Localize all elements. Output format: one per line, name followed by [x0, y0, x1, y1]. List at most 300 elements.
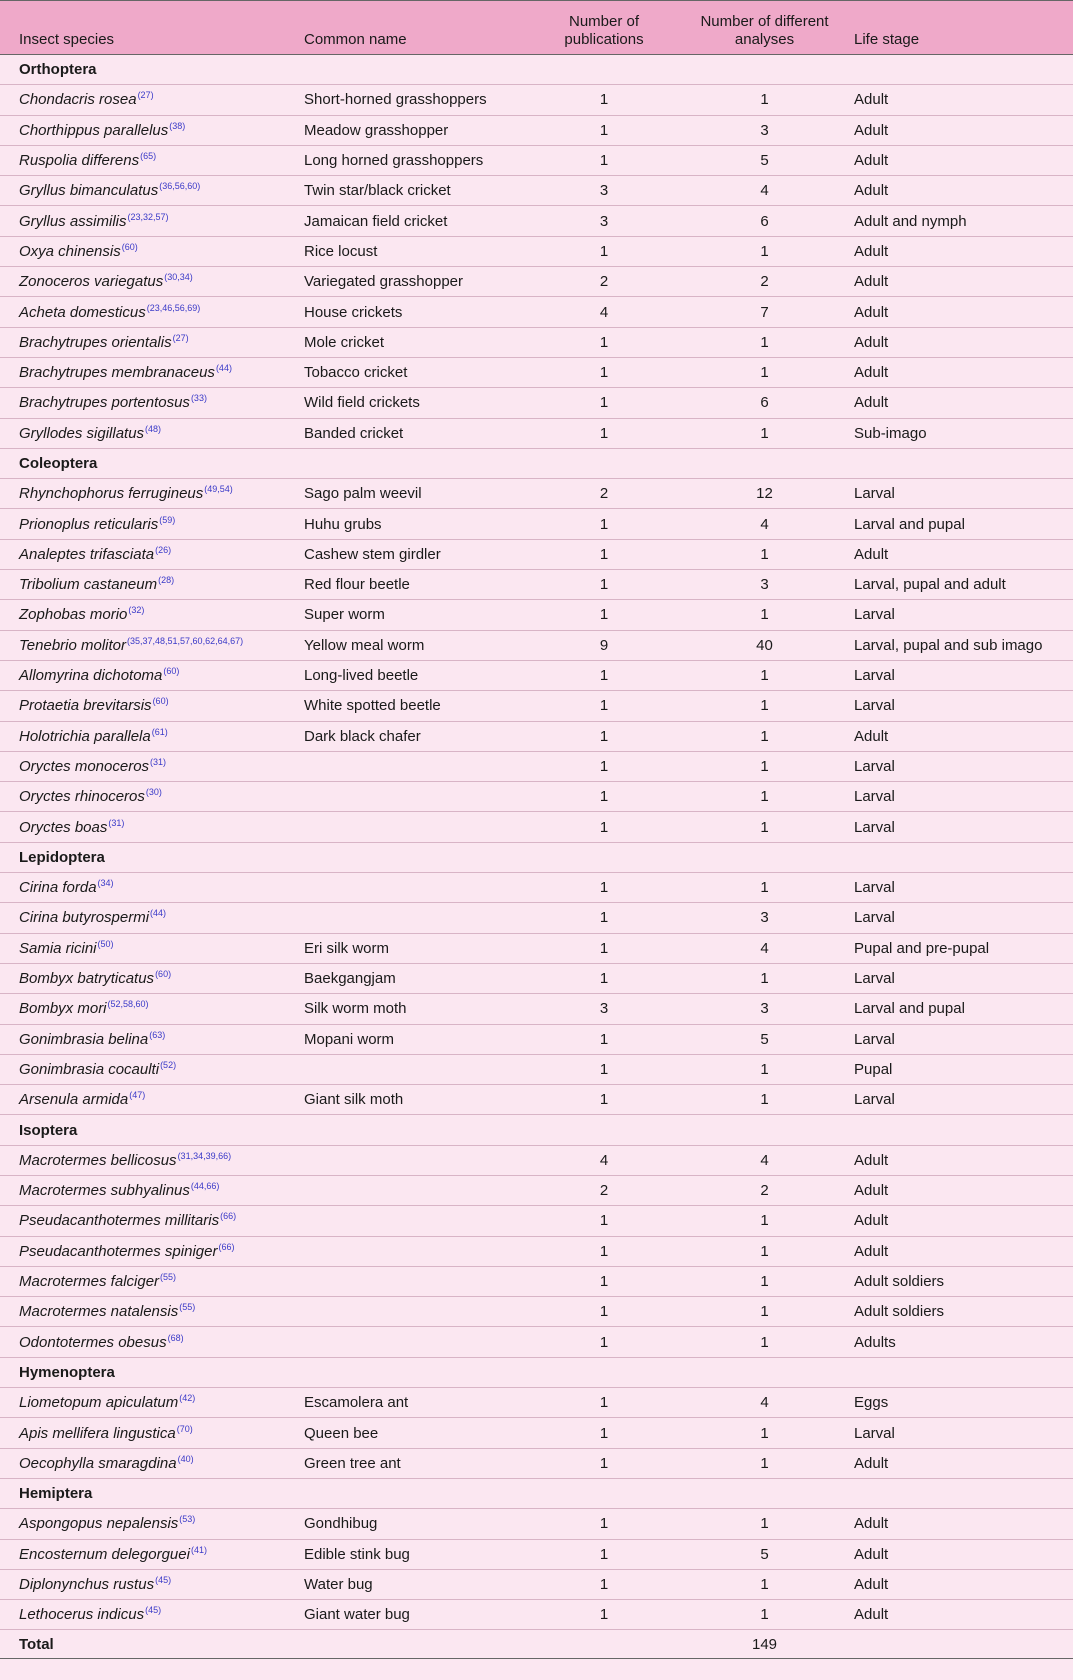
- publications-cell: 1: [531, 1539, 677, 1569]
- reference-link[interactable]: (66): [220, 1211, 237, 1222]
- table-row: [0, 1175, 1073, 1205]
- reference-link[interactable]: (61): [151, 726, 168, 737]
- common-name-cell: Huhu grubs: [286, 509, 531, 539]
- table-row: [0, 418, 1073, 448]
- life-stage-cell: Adults: [852, 1327, 1073, 1357]
- species-name: Allomyrina dichotoma: [19, 667, 163, 685]
- life-stage-cell: Adult and nymph: [852, 206, 1073, 236]
- common-name-cell: [286, 782, 531, 812]
- table-row: [0, 1327, 1073, 1357]
- analyses-cell: 1: [677, 1297, 852, 1327]
- analyses-cell: 1: [677, 600, 852, 630]
- common-name-cell: [286, 1175, 531, 1205]
- reference-link[interactable]: (44,66): [190, 1181, 220, 1192]
- table-row: [0, 933, 1073, 963]
- analyses-cell: 6: [677, 388, 852, 418]
- species-cell: [0, 903, 286, 933]
- publications-cell: 1: [531, 660, 677, 690]
- table-row: [0, 630, 1073, 660]
- table-row: [0, 873, 1073, 903]
- species-cell: [0, 570, 286, 600]
- common-name-cell: Green tree ant: [286, 1448, 531, 1478]
- analyses-cell: 4: [677, 933, 852, 963]
- species-cell: [0, 236, 286, 266]
- analyses-cell: 6: [677, 206, 852, 236]
- species-cell: [0, 1145, 286, 1175]
- reference-link[interactable]: (23,32,57): [127, 211, 169, 222]
- analyses-cell: 5: [677, 145, 852, 175]
- table-row: [0, 145, 1073, 175]
- analyses-cell: 1: [677, 539, 852, 569]
- table-row: [0, 1388, 1073, 1418]
- species-name: Chorthippus parallelus: [19, 121, 169, 139]
- life-stage-cell: Adult: [852, 1175, 1073, 1205]
- publications-cell: 1: [531, 1024, 677, 1054]
- reference-link[interactable]: (36,56,60): [159, 181, 201, 192]
- life-stage-cell: Adult: [852, 115, 1073, 145]
- total-analyses: 149: [677, 1630, 852, 1659]
- publications-cell: 1: [531, 539, 677, 569]
- life-stage-cell: Adult: [852, 327, 1073, 357]
- life-stage-cell: Adult: [852, 1145, 1073, 1175]
- species-cell: [0, 1418, 286, 1448]
- publications-cell: 1: [531, 873, 677, 903]
- reference-link[interactable]: (45): [155, 1574, 172, 1585]
- species-cell: [0, 1569, 286, 1599]
- analyses-cell: 1: [677, 660, 852, 690]
- table-row: [0, 1145, 1073, 1175]
- analyses-cell: 4: [677, 1145, 852, 1175]
- reference-link[interactable]: (45): [145, 1605, 162, 1616]
- table-row: [0, 539, 1073, 569]
- common-name-cell: Yellow meal worm: [286, 630, 531, 660]
- table-row: [0, 236, 1073, 266]
- species-name: Tribolium castaneum: [19, 576, 158, 594]
- table-row: [0, 1539, 1073, 1569]
- reference-link[interactable]: (31): [108, 817, 125, 828]
- common-name-cell: [286, 1145, 531, 1175]
- reference-link[interactable]: (33): [190, 393, 207, 404]
- common-name-cell: White spotted beetle: [286, 691, 531, 721]
- species-cell: [0, 1600, 286, 1630]
- reference-link[interactable]: (55): [179, 1302, 196, 1313]
- table-row: [0, 479, 1073, 509]
- analyses-cell: 40: [677, 630, 852, 660]
- common-name-cell: Super worm: [286, 600, 531, 630]
- species-name: Brachytrupes orientalis: [19, 333, 172, 351]
- species-name: Samia ricini: [19, 939, 97, 957]
- life-stage-cell: Larval: [852, 1024, 1073, 1054]
- life-stage-cell: Adult: [852, 1236, 1073, 1266]
- species-name: Brachytrupes portentosus: [19, 394, 190, 412]
- reference-link[interactable]: (53): [179, 1514, 196, 1525]
- species-cell: [0, 418, 286, 448]
- species-name: Pseudacanthotermes millitaris: [19, 1212, 220, 1230]
- common-name-cell: Giant silk moth: [286, 1085, 531, 1115]
- species-cell: [0, 479, 286, 509]
- table-row: [0, 1600, 1073, 1630]
- common-name-cell: Queen bee: [286, 1418, 531, 1448]
- table-row: [0, 1418, 1073, 1448]
- analyses-cell: 2: [677, 267, 852, 297]
- group-label: Hymenoptera: [0, 1357, 1073, 1387]
- species-cell: [0, 1024, 286, 1054]
- common-name-cell: Wild field crickets: [286, 388, 531, 418]
- publications-cell: 2: [531, 1175, 677, 1205]
- life-stage-cell: Adult: [852, 1569, 1073, 1599]
- common-name-cell: [286, 1236, 531, 1266]
- table-row: [0, 691, 1073, 721]
- publications-cell: 1: [531, 782, 677, 812]
- group-label: Isoptera: [0, 1115, 1073, 1145]
- life-stage-cell: Adult: [852, 539, 1073, 569]
- total-label: Total: [0, 1630, 286, 1659]
- publications-cell: 1: [531, 721, 677, 751]
- reference-link[interactable]: (49,54): [204, 484, 233, 495]
- table-row: [0, 85, 1073, 115]
- publications-cell: 1: [531, 1236, 677, 1266]
- species-name: Gryllodes sigillatus: [19, 424, 145, 442]
- common-name-cell: Dark black chafer: [286, 721, 531, 751]
- reference-link[interactable]: (50): [97, 938, 114, 949]
- reference-link[interactable]: (47): [129, 1090, 146, 1101]
- species-name: Rhynchophorus ferrugineus: [19, 485, 204, 503]
- publications-cell: 1: [531, 1327, 677, 1357]
- species-name: Gryllus assimilis: [19, 212, 127, 230]
- header-common-name: Common name: [286, 1, 531, 55]
- reference-link[interactable]: (44): [215, 363, 232, 374]
- publications-cell: 1: [531, 115, 677, 145]
- common-name-cell: Silk worm moth: [286, 994, 531, 1024]
- reference-link[interactable]: (40): [177, 1453, 194, 1464]
- analyses-cell: 1: [677, 1569, 852, 1599]
- reference-link[interactable]: (34): [97, 878, 114, 889]
- table-row: [0, 1054, 1073, 1084]
- life-stage-cell: Adult: [852, 145, 1073, 175]
- reference-link[interactable]: (60): [152, 696, 169, 707]
- total-empty-cell: [531, 1630, 677, 1659]
- life-stage-cell: Larval: [852, 600, 1073, 630]
- common-name-cell: [286, 1054, 531, 1084]
- publications-cell: 1: [531, 1297, 677, 1327]
- reference-link[interactable]: (23,46,56,69): [146, 302, 201, 313]
- publications-cell: 1: [531, 357, 677, 387]
- life-stage-cell: Adult: [852, 1448, 1073, 1478]
- species-name: Cirina forda: [19, 879, 97, 897]
- analyses-cell: 4: [677, 509, 852, 539]
- life-stage-cell: Larval: [852, 751, 1073, 781]
- reference-link[interactable]: (30): [145, 787, 162, 798]
- reference-link[interactable]: (31): [150, 756, 167, 767]
- publications-cell: 1: [531, 1569, 677, 1599]
- header-analyses: [677, 1, 852, 55]
- life-stage-cell: Larval, pupal and sub imago: [852, 630, 1073, 660]
- reference-link[interactable]: (52): [160, 1059, 177, 1070]
- reference-link[interactable]: (30,34): [164, 272, 193, 283]
- table-row: [0, 994, 1073, 1024]
- analyses-cell: 1: [677, 963, 852, 993]
- table-row: [0, 570, 1073, 600]
- table-row: [0, 1085, 1073, 1115]
- analyses-cell: 1: [677, 1448, 852, 1478]
- header-row: [0, 1, 1073, 55]
- species-name: Zonoceros variegatus: [19, 273, 164, 291]
- table-row: [0, 660, 1073, 690]
- table-row: [0, 1236, 1073, 1266]
- species-name: Macrotermes subhyalinus: [19, 1182, 190, 1200]
- species-cell: [0, 1539, 286, 1569]
- table-row: [0, 388, 1073, 418]
- common-name-cell: Meadow grasshopper: [286, 115, 531, 145]
- reference-link[interactable]: (52,58,60): [107, 999, 149, 1010]
- reference-link[interactable]: (70): [176, 1423, 193, 1434]
- analyses-cell: 4: [677, 1388, 852, 1418]
- species-cell: [0, 388, 286, 418]
- group-row: [0, 55, 1073, 85]
- species-name: Macrotermes falciger: [19, 1273, 160, 1291]
- publications-cell: 1: [531, 85, 677, 115]
- species-cell: [0, 1388, 286, 1418]
- group-row: [0, 1478, 1073, 1508]
- species-cell: [0, 963, 286, 993]
- reference-link[interactable]: (59): [159, 514, 176, 525]
- life-stage-cell: Adult: [852, 1539, 1073, 1569]
- common-name-cell: Long horned grasshoppers: [286, 145, 531, 175]
- species-cell: [0, 145, 286, 175]
- publications-cell: 1: [531, 509, 677, 539]
- life-stage-cell: Pupal and pre-pupal: [852, 933, 1073, 963]
- analyses-cell: 1: [677, 1236, 852, 1266]
- publications-cell: 1: [531, 1418, 677, 1448]
- reference-link[interactable]: (66): [218, 1241, 235, 1252]
- reference-link[interactable]: (41): [190, 1544, 207, 1555]
- reference-link[interactable]: (44): [150, 908, 167, 919]
- total-row: [0, 1630, 1073, 1659]
- analyses-cell: 1: [677, 1327, 852, 1357]
- publications-cell: 1: [531, 1206, 677, 1236]
- group-label: Lepidoptera: [0, 842, 1073, 872]
- analyses-cell: 12: [677, 479, 852, 509]
- analyses-cell: 1: [677, 1085, 852, 1115]
- species-name: Ruspolia differens: [19, 152, 140, 170]
- analyses-cell: 2: [677, 1175, 852, 1205]
- species-cell: [0, 509, 286, 539]
- common-name-cell: [286, 1327, 531, 1357]
- publications-cell: 1: [531, 1448, 677, 1478]
- life-stage-cell: Larval: [852, 782, 1073, 812]
- common-name-cell: Giant water bug: [286, 1600, 531, 1630]
- common-name-cell: Banded cricket: [286, 418, 531, 448]
- species-name: Holotrichia parallela: [19, 727, 151, 745]
- reference-link[interactable]: (48): [145, 423, 162, 434]
- table-row: [0, 327, 1073, 357]
- analyses-cell: 5: [677, 1539, 852, 1569]
- species-name: Cirina butyrospermi: [19, 909, 150, 927]
- reference-link[interactable]: (32): [128, 605, 145, 616]
- life-stage-cell: Larval: [852, 691, 1073, 721]
- species-name: Tenebrio molitor: [19, 636, 126, 654]
- species-name: Zophobas morio: [19, 606, 128, 624]
- analyses-cell: 1: [677, 873, 852, 903]
- species-cell: [0, 539, 286, 569]
- analyses-cell: 1: [677, 85, 852, 115]
- table-row: [0, 782, 1073, 812]
- life-stage-cell: Adult: [852, 1206, 1073, 1236]
- species-name: Liometopum apiculatum: [19, 1394, 179, 1412]
- publications-cell: 1: [531, 1388, 677, 1418]
- header-life-stage: Life stage: [852, 1, 1073, 55]
- reference-link[interactable]: (68): [167, 1332, 184, 1343]
- life-stage-cell: Adult soldiers: [852, 1266, 1073, 1296]
- reference-link[interactable]: (42): [179, 1393, 196, 1404]
- reference-link[interactable]: (55): [160, 1272, 177, 1283]
- species-cell: [0, 1054, 286, 1084]
- life-stage-cell: Adult soldiers: [852, 1297, 1073, 1327]
- species-name: Aspongopus nepalensis: [19, 1515, 179, 1533]
- species-name: Lethocerus indicus: [19, 1606, 145, 1624]
- life-stage-cell: Larval, pupal and adult: [852, 570, 1073, 600]
- analyses-cell: 1: [677, 327, 852, 357]
- common-name-cell: Rice locust: [286, 236, 531, 266]
- species-name: Arsenula armida: [19, 1091, 129, 1109]
- species-name: Oxya chinensis: [19, 242, 121, 260]
- species-cell: [0, 782, 286, 812]
- species-name: Pseudacanthotermes spiniger: [19, 1242, 218, 1260]
- publications-cell: 1: [531, 1054, 677, 1084]
- group-label: Orthoptera: [0, 55, 1073, 85]
- life-stage-cell: Larval: [852, 1085, 1073, 1115]
- table-row: [0, 1206, 1073, 1236]
- species-cell: [0, 1327, 286, 1357]
- species-name: Oryctes monoceros: [19, 757, 150, 775]
- analyses-cell: 1: [677, 357, 852, 387]
- life-stage-cell: Larval and pupal: [852, 994, 1073, 1024]
- reference-link[interactable]: (65): [140, 151, 157, 162]
- analyses-cell: 1: [677, 782, 852, 812]
- analyses-cell: 7: [677, 297, 852, 327]
- table-row: [0, 1266, 1073, 1296]
- life-stage-cell: Adult: [852, 357, 1073, 387]
- species-cell: [0, 1266, 286, 1296]
- common-name-cell: [286, 873, 531, 903]
- reference-link[interactable]: (60): [155, 969, 172, 980]
- species-name: Oecophylla smaragdina: [19, 1454, 177, 1472]
- reference-link[interactable]: (63): [149, 1029, 166, 1040]
- publications-cell: 3: [531, 206, 677, 236]
- publications-cell: 4: [531, 1145, 677, 1175]
- common-name-cell: Tobacco cricket: [286, 357, 531, 387]
- table-row: [0, 1569, 1073, 1599]
- publications-cell: 1: [531, 812, 677, 842]
- table-row: [0, 812, 1073, 842]
- life-stage-cell: Larval: [852, 903, 1073, 933]
- species-name: Prionoplus reticularis: [19, 515, 159, 533]
- publications-cell: 1: [531, 388, 677, 418]
- group-row: [0, 842, 1073, 872]
- common-name-cell: [286, 812, 531, 842]
- analyses-cell: 1: [677, 236, 852, 266]
- species-cell: [0, 1206, 286, 1236]
- analyses-cell: 1: [677, 812, 852, 842]
- species-name: Gryllus bimanculatus: [19, 182, 159, 200]
- analyses-cell: 1: [677, 418, 852, 448]
- species-cell: [0, 206, 286, 236]
- table-row: [0, 206, 1073, 236]
- life-stage-cell: Larval: [852, 873, 1073, 903]
- species-name: Macrotermes bellicosus: [19, 1151, 177, 1169]
- reference-link[interactable]: (60): [121, 241, 138, 252]
- species-name: Chondacris rosea: [19, 91, 137, 109]
- reference-link[interactable]: (31,34,39,66): [177, 1150, 232, 1161]
- publications-cell: 1: [531, 600, 677, 630]
- analyses-cell: 5: [677, 1024, 852, 1054]
- species-cell: [0, 176, 286, 206]
- common-name-cell: Escamolera ant: [286, 1388, 531, 1418]
- publications-cell: 2: [531, 479, 677, 509]
- reference-link[interactable]: (28): [158, 575, 175, 586]
- life-stage-cell: Eggs: [852, 1388, 1073, 1418]
- species-cell: [0, 812, 286, 842]
- life-stage-cell: Larval: [852, 660, 1073, 690]
- publications-cell: 1: [531, 1600, 677, 1630]
- life-stage-cell: Larval: [852, 812, 1073, 842]
- reference-link[interactable]: (27): [137, 90, 154, 101]
- species-cell: [0, 1509, 286, 1539]
- species-cell: [0, 873, 286, 903]
- common-name-cell: Cashew stem girdler: [286, 539, 531, 569]
- common-name-cell: Jamaican field cricket: [286, 206, 531, 236]
- publications-cell: 1: [531, 691, 677, 721]
- common-name-cell: [286, 1206, 531, 1236]
- reference-link[interactable]: (26): [155, 544, 172, 555]
- table-row: [0, 509, 1073, 539]
- analyses-cell: 1: [677, 1266, 852, 1296]
- analyses-cell: 1: [677, 721, 852, 751]
- species-cell: [0, 721, 286, 751]
- publications-cell: 3: [531, 994, 677, 1024]
- table-row: [0, 963, 1073, 993]
- species-name: Macrotermes natalensis: [19, 1303, 179, 1321]
- species-name: Analeptes trifasciata: [19, 545, 155, 563]
- life-stage-cell: Larval: [852, 1418, 1073, 1448]
- species-name: Oryctes rhinoceros: [19, 788, 145, 806]
- publications-cell: 1: [531, 145, 677, 175]
- analyses-cell: 1: [677, 1600, 852, 1630]
- common-name-cell: [286, 1297, 531, 1327]
- life-stage-cell: Adult: [852, 267, 1073, 297]
- reference-link[interactable]: (27): [172, 332, 189, 343]
- analyses-cell: 1: [677, 1418, 852, 1448]
- species-name: Bombyx batryticatus: [19, 970, 155, 988]
- reference-link[interactable]: (60): [163, 666, 180, 677]
- table-body: [0, 55, 1073, 1659]
- life-stage-cell: Adult: [852, 297, 1073, 327]
- table-row: [0, 1448, 1073, 1478]
- group-row: [0, 448, 1073, 478]
- species-name: Acheta domesticus: [19, 303, 146, 321]
- common-name-cell: Short-horned grasshoppers: [286, 85, 531, 115]
- header-analyses-label: Number of different analyses: [700, 13, 829, 48]
- species-cell: [0, 994, 286, 1024]
- publications-cell: 1: [531, 903, 677, 933]
- species-name: Brachytrupes membranaceus: [19, 364, 215, 382]
- reference-link[interactable]: (38): [169, 120, 186, 131]
- reference-link[interactable]: (35,37,48,51,57,60,62,64,67): [127, 635, 244, 646]
- header-publications-label: Number of publications: [564, 13, 644, 48]
- life-stage-cell: Larval: [852, 963, 1073, 993]
- analyses-cell: 1: [677, 1509, 852, 1539]
- species-cell: [0, 85, 286, 115]
